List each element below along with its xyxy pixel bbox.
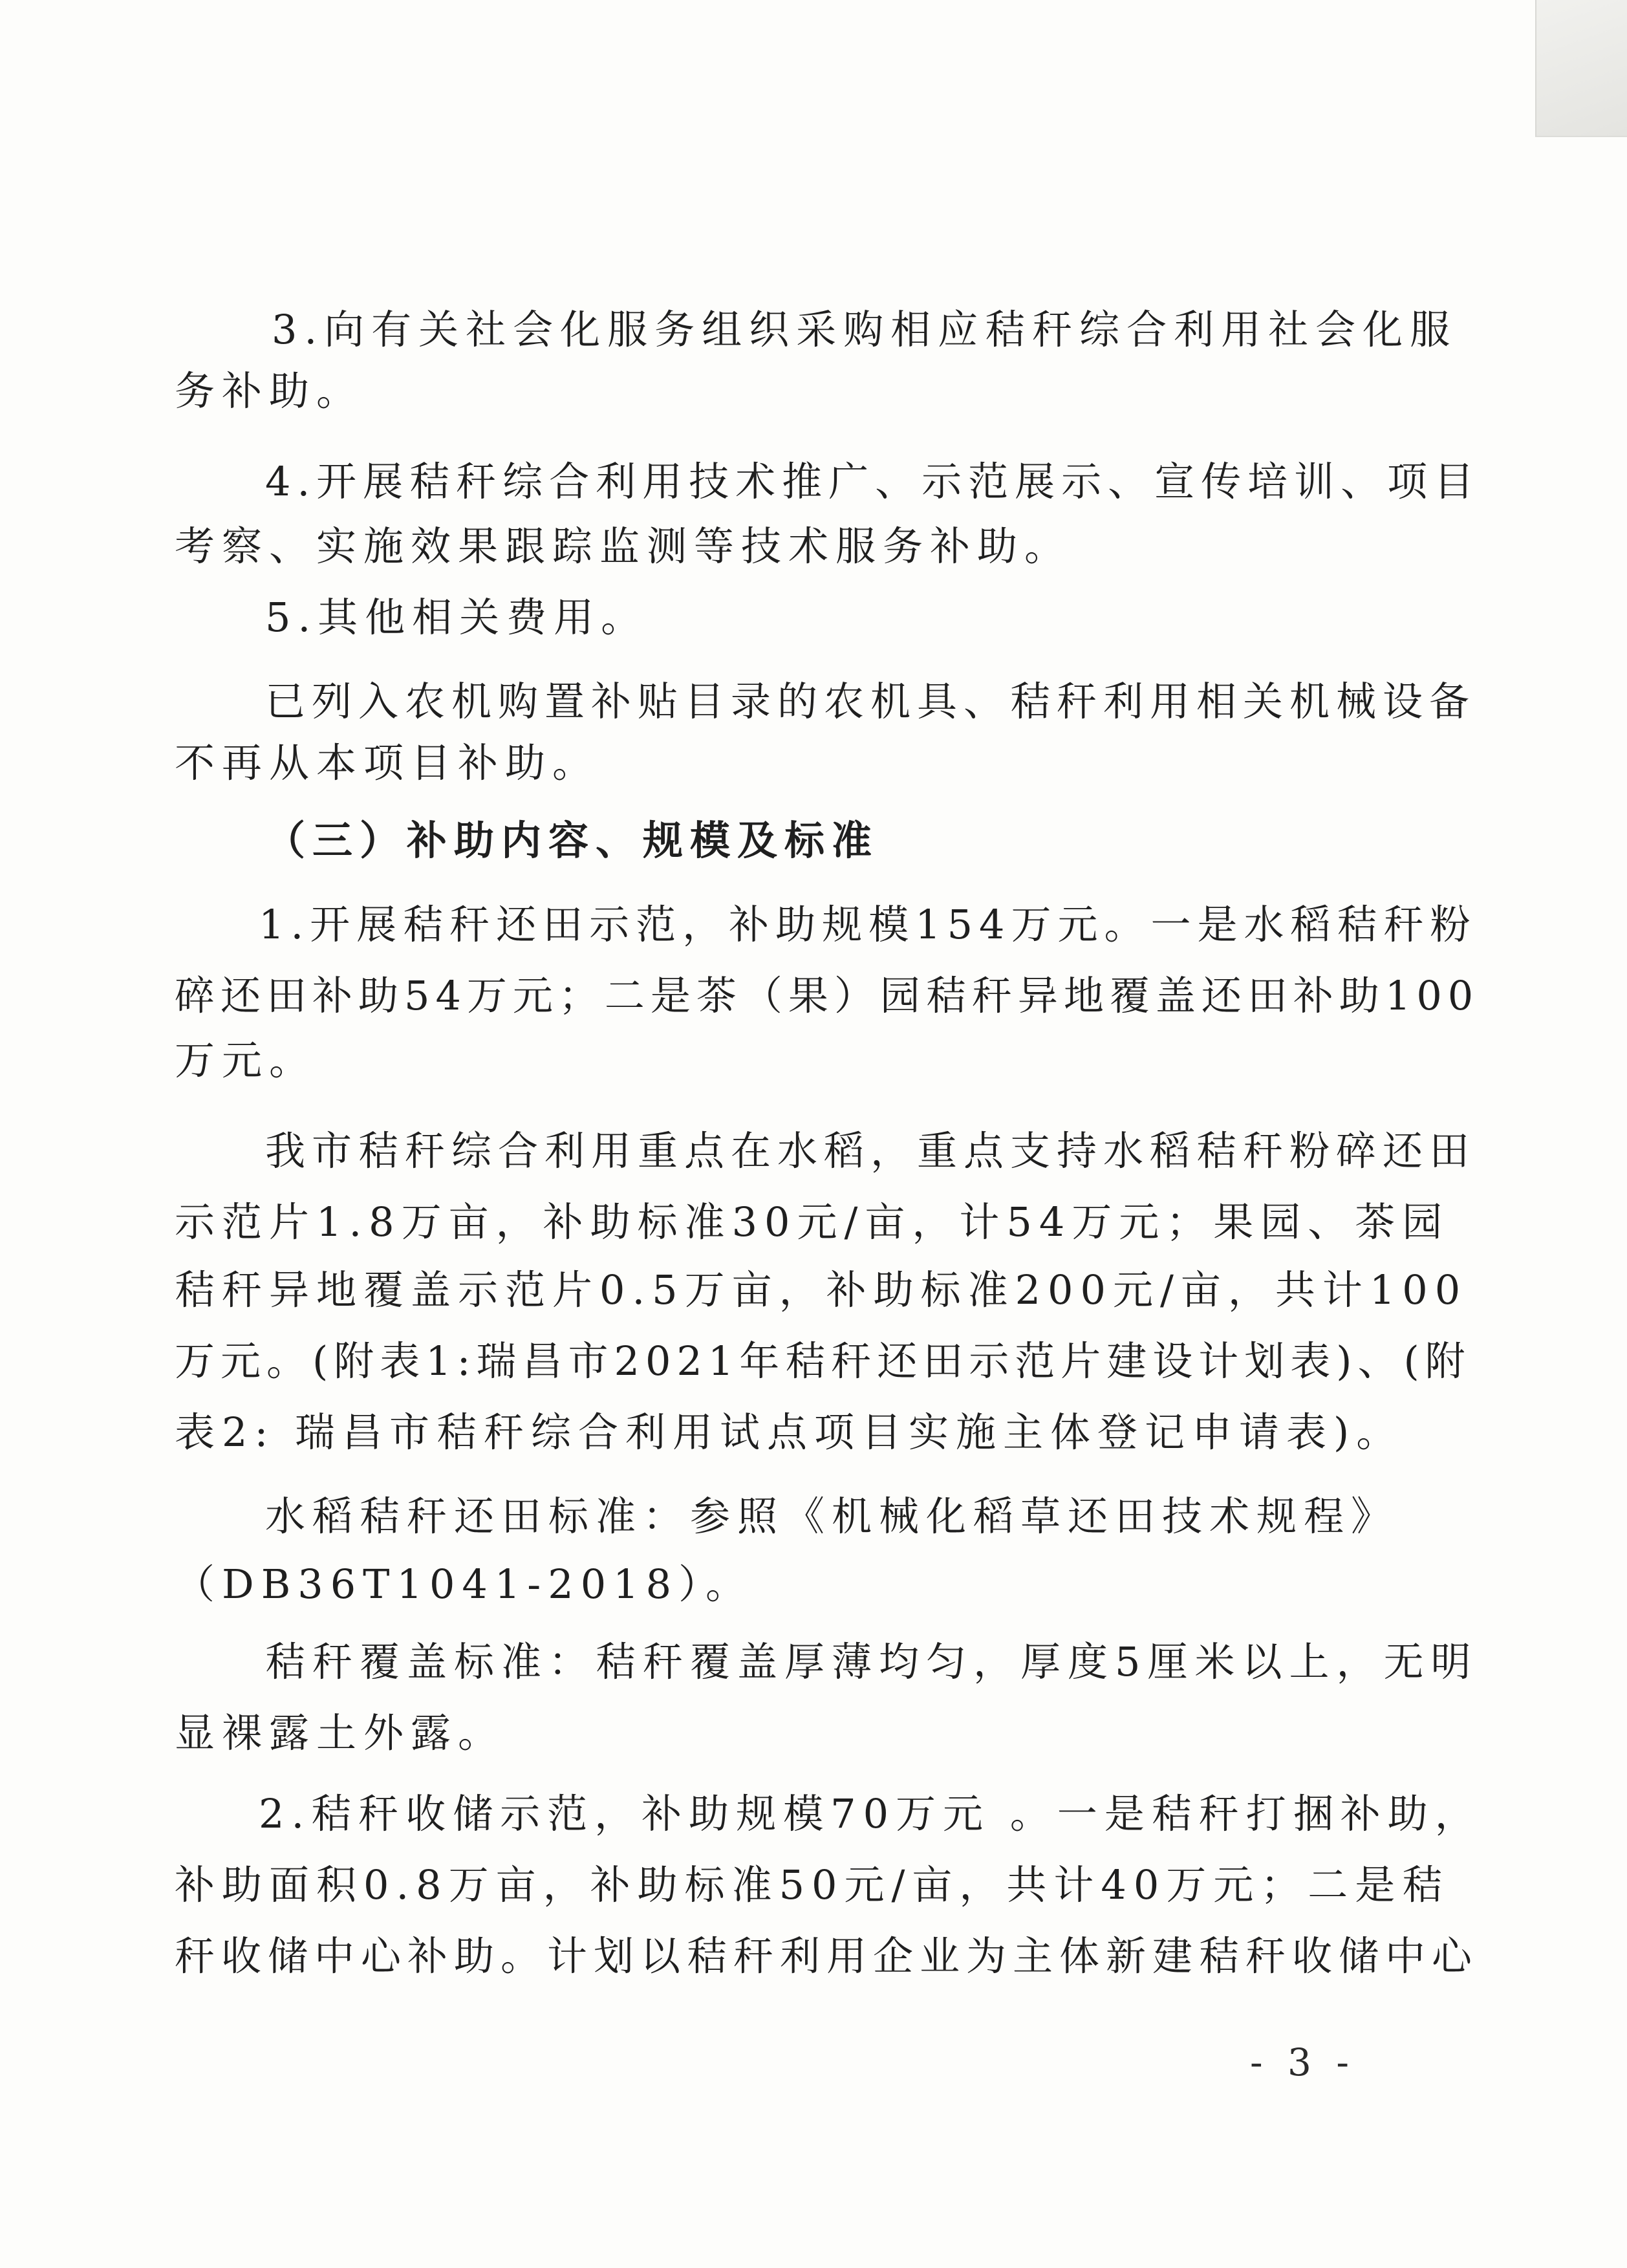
text-line: 务补助。 <box>175 367 364 415</box>
text-line: 我市秸秆综合利用重点在水稻，重点支持水稻秸秆粉碎还田 <box>265 1127 1476 1174</box>
text-line: 显裸露土外露。 <box>175 1709 506 1756</box>
text-line: 水稻秸秆还田标准：参照《机械化稻草还田技术规程》 <box>265 1493 1399 1540</box>
text-line: 秸秆异地覆盖示范片0.5万亩，补助标准200元/亩，共计100 <box>175 1266 1468 1313</box>
text-line: 碎还田补助54万元；二是茶（果）园秸秆异地覆盖还田补助100 <box>175 972 1480 1019</box>
text-line: 补助面积0.8万亩，补助标准50元/亩，共计40万元；二是秸 <box>175 1861 1450 1908</box>
page-number: - 3 - <box>1250 2040 1355 2084</box>
text-line: 1.开展秸秆还田示范，补助规模154万元。一是水稻秸秆粉 <box>259 901 1477 948</box>
text-line: 3.向有关社会化服务组织采购相应秸秆综合利用社会化服 <box>272 306 1458 353</box>
text-line: 不再从本项目补助。 <box>175 739 600 786</box>
text-line: 秆收储中心补助。计划以秸秆利用企业为主体新建秸秆收储中心 <box>175 1932 1479 1980</box>
text-line: 表2: 瑞昌市秸秆综合利用试点项目实施主体登记申请表)。 <box>175 1409 1404 1456</box>
text-line: 2.秸秆收储示范，补助规模70万元 。一是秸秆打捆补助， <box>259 1790 1482 1837</box>
page-corner-fold <box>1535 0 1627 137</box>
text-line: 5.其他相关费用。 <box>265 594 649 641</box>
text-line: 考察、实施效果跟踪监测等技术服务补助。 <box>175 523 1072 570</box>
text-line: 已列入农机购置补贴目录的农机具、秸秆利用相关机械设备 <box>265 678 1476 725</box>
text-line: 秸秆覆盖标准：秸秆覆盖厚薄均匀，厚度5厘米以上，无明 <box>265 1638 1478 1685</box>
text-line: （DB36T1041-2018）。 <box>175 1561 753 1608</box>
section-heading: （三）补助内容、规模及标准 <box>265 817 879 864</box>
text-line: 万元。(附表1:瑞昌市2021年秸秆还田示范片建设计划表)、(附 <box>175 1337 1471 1385</box>
text-line: 4.开展秸秆综合利用技术推广、示范展示、宣传培训、项目 <box>265 458 1481 505</box>
text-line: 示范片1.8万亩，补助标准30元/亩，计54万元；果园、茶园 <box>175 1198 1450 1246</box>
text-line: 万元。 <box>175 1037 317 1084</box>
